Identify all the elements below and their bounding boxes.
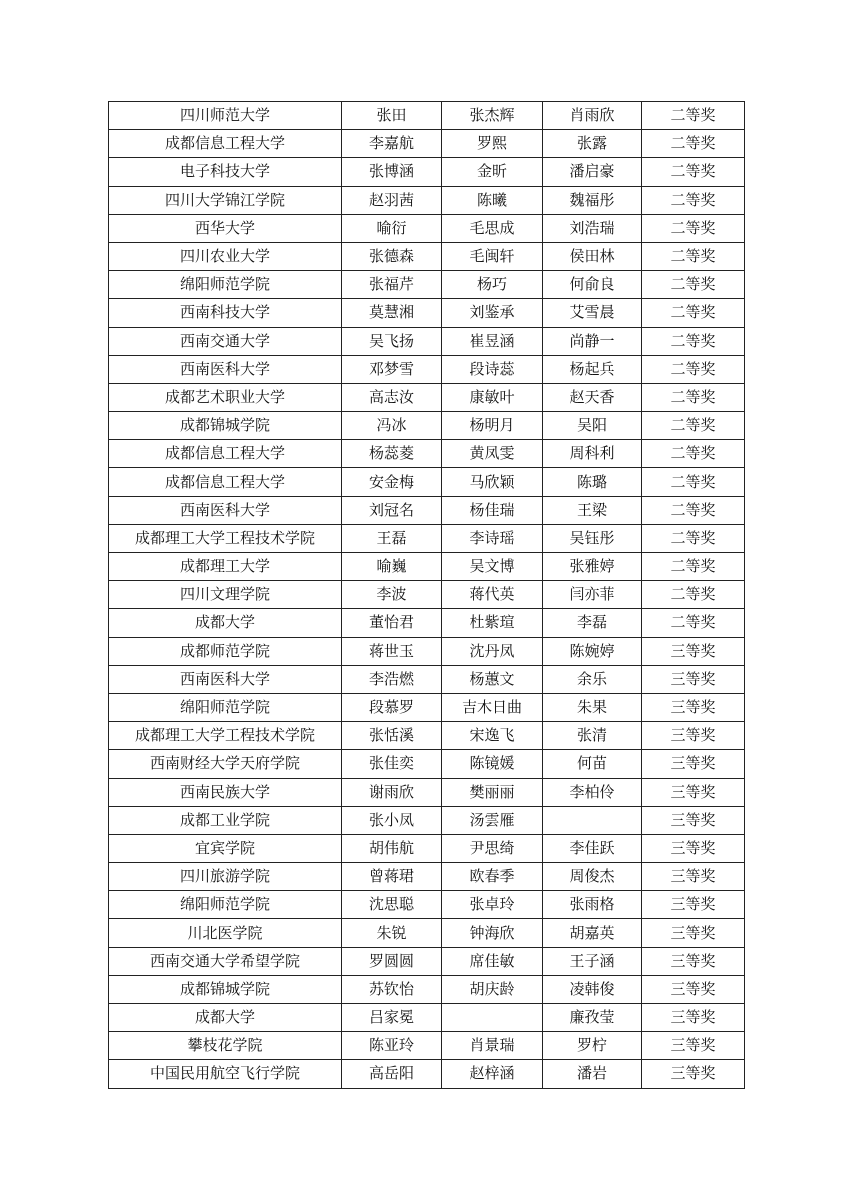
- member-2-cell: 杨佳瑞: [442, 496, 543, 524]
- school-name-cell: 西南医科大学: [109, 355, 342, 383]
- table-row: [109, 130, 745, 158]
- member-3-cell: 周科利: [543, 440, 642, 468]
- member-3-cell: 侯田林: [543, 242, 642, 270]
- school-name-cell: 四川大学锦江学院: [109, 186, 342, 214]
- school-name-cell: 西南科技大学: [109, 299, 342, 327]
- member-2-cell: 肖景瑞: [442, 1032, 543, 1060]
- award-level-cell: 二等奖: [642, 496, 745, 524]
- school-name-cell: 西南医科大学: [109, 496, 342, 524]
- school-name-cell: 成都锦城学院: [109, 412, 342, 440]
- school-name-cell: 成都锦城学院: [109, 975, 342, 1003]
- member-2-cell: 汤雲雁: [442, 806, 543, 834]
- awards-table: [108, 101, 745, 1089]
- school-name-cell: 绵阳师范学院: [109, 693, 342, 721]
- award-level-cell: 三等奖: [642, 722, 745, 750]
- school-name-cell: 绵阳师范学院: [109, 271, 342, 299]
- table-row: [109, 158, 745, 186]
- member-1-cell: 罗圆圆: [342, 947, 442, 975]
- member-1-cell: 高岳阳: [342, 1060, 442, 1088]
- member-3-cell: 潘岩: [543, 1060, 642, 1088]
- award-level-cell: 三等奖: [642, 750, 745, 778]
- award-level-cell: 三等奖: [642, 806, 745, 834]
- member-1-cell: 赵羽茜: [342, 186, 442, 214]
- member-3-cell: 张雨格: [543, 891, 642, 919]
- table-row: [109, 1004, 745, 1032]
- school-name-cell: 成都信息工程大学: [109, 130, 342, 158]
- school-name-cell: 西华大学: [109, 214, 342, 242]
- member-2-cell: 蒋代英: [442, 581, 543, 609]
- member-1-cell: 高志汝: [342, 383, 442, 411]
- school-name-cell: 成都艺术职业大学: [109, 383, 342, 411]
- member-1-cell: 李嘉航: [342, 130, 442, 158]
- award-level-cell: 三等奖: [642, 665, 745, 693]
- school-name-cell: 成都工业学院: [109, 806, 342, 834]
- member-1-cell: 吕家冕: [342, 1004, 442, 1032]
- award-level-cell: 二等奖: [642, 468, 745, 496]
- award-level-cell: 二等奖: [642, 383, 745, 411]
- member-3-cell: 闫亦菲: [543, 581, 642, 609]
- awards-table-body: [109, 102, 745, 1089]
- award-level-cell: 二等奖: [642, 242, 745, 270]
- member-3-cell: 王梁: [543, 496, 642, 524]
- table-row: [109, 693, 745, 721]
- award-level-cell: 三等奖: [642, 1060, 745, 1088]
- member-1-cell: 张德森: [342, 242, 442, 270]
- award-level-cell: 三等奖: [642, 637, 745, 665]
- member-3-cell: 杨起兵: [543, 355, 642, 383]
- award-level-cell: 三等奖: [642, 947, 745, 975]
- table-row: [109, 834, 745, 862]
- award-level-cell: 二等奖: [642, 271, 745, 299]
- table-row: [109, 186, 745, 214]
- member-2-cell: 吴文博: [442, 553, 543, 581]
- school-name-cell: 成都理工大学工程技术学院: [109, 722, 342, 750]
- table-row: [109, 412, 745, 440]
- table-row: [109, 891, 745, 919]
- award-level-cell: 三等奖: [642, 693, 745, 721]
- table-row: [109, 581, 745, 609]
- member-2-cell: 杨巧: [442, 271, 543, 299]
- award-level-cell: 二等奖: [642, 102, 745, 130]
- award-level-cell: 三等奖: [642, 834, 745, 862]
- member-3-cell: 余乐: [543, 665, 642, 693]
- award-level-cell: 三等奖: [642, 863, 745, 891]
- member-3-cell: 吴钰彤: [543, 524, 642, 552]
- member-1-cell: 冯冰: [342, 412, 442, 440]
- member-1-cell: 陈亚玲: [342, 1032, 442, 1060]
- member-2-cell: 宋逸飞: [442, 722, 543, 750]
- school-name-cell: 四川师范大学: [109, 102, 342, 130]
- member-2-cell: 张杰辉: [442, 102, 543, 130]
- member-1-cell: 张佳奕: [342, 750, 442, 778]
- member-2-cell: 樊丽丽: [442, 778, 543, 806]
- member-3-cell: 魏福彤: [543, 186, 642, 214]
- member-3-cell: 肖雨欣: [543, 102, 642, 130]
- member-1-cell: 王磊: [342, 524, 442, 552]
- award-level-cell: 二等奖: [642, 130, 745, 158]
- table-row: [109, 496, 745, 524]
- table-row: [109, 609, 745, 637]
- school-name-cell: 电子科技大学: [109, 158, 342, 186]
- member-3-cell: 刘浩瑞: [543, 214, 642, 242]
- member-1-cell: 张博涵: [342, 158, 442, 186]
- member-1-cell: 董怡君: [342, 609, 442, 637]
- table-row: [109, 975, 745, 1003]
- member-1-cell: 张田: [342, 102, 442, 130]
- member-3-cell: 李磊: [543, 609, 642, 637]
- school-name-cell: 成都大学: [109, 609, 342, 637]
- school-name-cell: 西南交通大学: [109, 327, 342, 355]
- member-1-cell: 张小凤: [342, 806, 442, 834]
- member-2-cell: 崔昱涵: [442, 327, 543, 355]
- table-row: [109, 1060, 745, 1088]
- table-row: [109, 778, 745, 806]
- member-3-cell: 李柏伶: [543, 778, 642, 806]
- table-row: [109, 355, 745, 383]
- award-level-cell: 二等奖: [642, 553, 745, 581]
- member-3-cell: 周俊杰: [543, 863, 642, 891]
- member-2-cell: 金昕: [442, 158, 543, 186]
- member-3-cell: 艾雪晨: [543, 299, 642, 327]
- table-row: [109, 806, 745, 834]
- member-1-cell: 李波: [342, 581, 442, 609]
- school-name-cell: 中国民用航空飞行学院: [109, 1060, 342, 1088]
- table-row: [109, 947, 745, 975]
- table-row: [109, 524, 745, 552]
- member-3-cell: 朱果: [543, 693, 642, 721]
- member-1-cell: 莫慧湘: [342, 299, 442, 327]
- school-name-cell: 成都师范学院: [109, 637, 342, 665]
- member-2-cell: 陈镜媛: [442, 750, 543, 778]
- member-2-cell: [442, 1004, 543, 1032]
- member-2-cell: 席佳敏: [442, 947, 543, 975]
- member-3-cell: 何俞良: [543, 271, 642, 299]
- school-name-cell: 四川文理学院: [109, 581, 342, 609]
- school-name-cell: 成都理工大学工程技术学院: [109, 524, 342, 552]
- award-level-cell: 三等奖: [642, 1004, 745, 1032]
- table-row: [109, 863, 745, 891]
- member-1-cell: 胡伟航: [342, 834, 442, 862]
- member-2-cell: 毛思成: [442, 214, 543, 242]
- member-3-cell: 何苗: [543, 750, 642, 778]
- table-row: [109, 722, 745, 750]
- school-name-cell: 成都信息工程大学: [109, 440, 342, 468]
- award-level-cell: 二等奖: [642, 214, 745, 242]
- member-3-cell: [543, 806, 642, 834]
- table-row: [109, 383, 745, 411]
- school-name-cell: 西南医科大学: [109, 665, 342, 693]
- table-row: [109, 750, 745, 778]
- member-3-cell: 王子涵: [543, 947, 642, 975]
- member-2-cell: 李诗瑶: [442, 524, 543, 552]
- school-name-cell: 川北医学院: [109, 919, 342, 947]
- member-3-cell: 张露: [543, 130, 642, 158]
- award-level-cell: 二等奖: [642, 609, 745, 637]
- table-row: [109, 919, 745, 947]
- award-level-cell: 二等奖: [642, 412, 745, 440]
- table-row: [109, 468, 745, 496]
- member-2-cell: 沈丹凤: [442, 637, 543, 665]
- member-2-cell: 刘鉴承: [442, 299, 543, 327]
- school-name-cell: 成都理工大学: [109, 553, 342, 581]
- member-3-cell: 尚静一: [543, 327, 642, 355]
- table-row: [109, 214, 745, 242]
- table-row: [109, 637, 745, 665]
- school-name-cell: 绵阳师范学院: [109, 891, 342, 919]
- member-2-cell: 尹思绮: [442, 834, 543, 862]
- member-2-cell: 黄凤雯: [442, 440, 543, 468]
- award-level-cell: 二等奖: [642, 186, 745, 214]
- table-row: [109, 271, 745, 299]
- member-2-cell: 段诗蕊: [442, 355, 543, 383]
- member-3-cell: 陈婉婷: [543, 637, 642, 665]
- member-2-cell: 杜紫瑄: [442, 609, 543, 637]
- member-1-cell: 李浩燃: [342, 665, 442, 693]
- member-2-cell: 康敏叶: [442, 383, 543, 411]
- school-name-cell: 四川旅游学院: [109, 863, 342, 891]
- award-level-cell: 二等奖: [642, 581, 745, 609]
- award-level-cell: 三等奖: [642, 891, 745, 919]
- member-1-cell: 张福芹: [342, 271, 442, 299]
- member-1-cell: 蒋世玉: [342, 637, 442, 665]
- member-2-cell: 陈曦: [442, 186, 543, 214]
- award-level-cell: 三等奖: [642, 975, 745, 1003]
- member-2-cell: 胡庆龄: [442, 975, 543, 1003]
- member-3-cell: 吴阳: [543, 412, 642, 440]
- member-3-cell: 赵天香: [543, 383, 642, 411]
- member-3-cell: 廉孜莹: [543, 1004, 642, 1032]
- award-level-cell: 二等奖: [642, 440, 745, 468]
- member-3-cell: 陈璐: [543, 468, 642, 496]
- member-3-cell: 张清: [543, 722, 642, 750]
- member-2-cell: 欧春季: [442, 863, 543, 891]
- award-level-cell: 二等奖: [642, 299, 745, 327]
- member-3-cell: 张雅婷: [543, 553, 642, 581]
- member-3-cell: 凌韩俊: [543, 975, 642, 1003]
- school-name-cell: 西南财经大学天府学院: [109, 750, 342, 778]
- school-name-cell: 攀枝花学院: [109, 1032, 342, 1060]
- member-1-cell: 喻衍: [342, 214, 442, 242]
- table-row: [109, 102, 745, 130]
- member-1-cell: 沈思聪: [342, 891, 442, 919]
- member-1-cell: 朱锐: [342, 919, 442, 947]
- member-2-cell: 杨明月: [442, 412, 543, 440]
- member-3-cell: 李佳跃: [543, 834, 642, 862]
- member-2-cell: 马欣颖: [442, 468, 543, 496]
- table-row: [109, 1032, 745, 1060]
- member-1-cell: 段慕罗: [342, 693, 442, 721]
- member-1-cell: 曾蒋珺: [342, 863, 442, 891]
- member-2-cell: 杨蕙文: [442, 665, 543, 693]
- member-1-cell: 邓梦雪: [342, 355, 442, 383]
- member-1-cell: 安金梅: [342, 468, 442, 496]
- award-level-cell: 三等奖: [642, 1032, 745, 1060]
- member-1-cell: 吴飞扬: [342, 327, 442, 355]
- table-row: [109, 327, 745, 355]
- table-row: [109, 299, 745, 327]
- school-name-cell: 西南民族大学: [109, 778, 342, 806]
- school-name-cell: 成都信息工程大学: [109, 468, 342, 496]
- member-3-cell: 胡嘉英: [543, 919, 642, 947]
- award-level-cell: 二等奖: [642, 355, 745, 383]
- member-2-cell: 罗熙: [442, 130, 543, 158]
- member-1-cell: 刘冠名: [342, 496, 442, 524]
- school-name-cell: 成都大学: [109, 1004, 342, 1032]
- member-1-cell: 喻巍: [342, 553, 442, 581]
- table-row: [109, 553, 745, 581]
- award-level-cell: 二等奖: [642, 158, 745, 186]
- award-level-cell: 二等奖: [642, 524, 745, 552]
- member-2-cell: 毛闽轩: [442, 242, 543, 270]
- member-3-cell: 潘启豪: [543, 158, 642, 186]
- school-name-cell: 西南交通大学希望学院: [109, 947, 342, 975]
- award-level-cell: 三等奖: [642, 919, 745, 947]
- member-1-cell: 苏钦怡: [342, 975, 442, 1003]
- table-row: [109, 440, 745, 468]
- school-name-cell: 宜宾学院: [109, 834, 342, 862]
- award-level-cell: 二等奖: [642, 327, 745, 355]
- member-2-cell: 张卓玲: [442, 891, 543, 919]
- table-row: [109, 665, 745, 693]
- member-3-cell: 罗柠: [543, 1032, 642, 1060]
- member-2-cell: 钟海欣: [442, 919, 543, 947]
- table-row: [109, 242, 745, 270]
- member-2-cell: 吉木日曲: [442, 693, 543, 721]
- member-2-cell: 赵梓涵: [442, 1060, 543, 1088]
- award-level-cell: 三等奖: [642, 778, 745, 806]
- member-1-cell: 张恬溪: [342, 722, 442, 750]
- member-1-cell: 杨蕊菱: [342, 440, 442, 468]
- member-1-cell: 谢雨欣: [342, 778, 442, 806]
- school-name-cell: 四川农业大学: [109, 242, 342, 270]
